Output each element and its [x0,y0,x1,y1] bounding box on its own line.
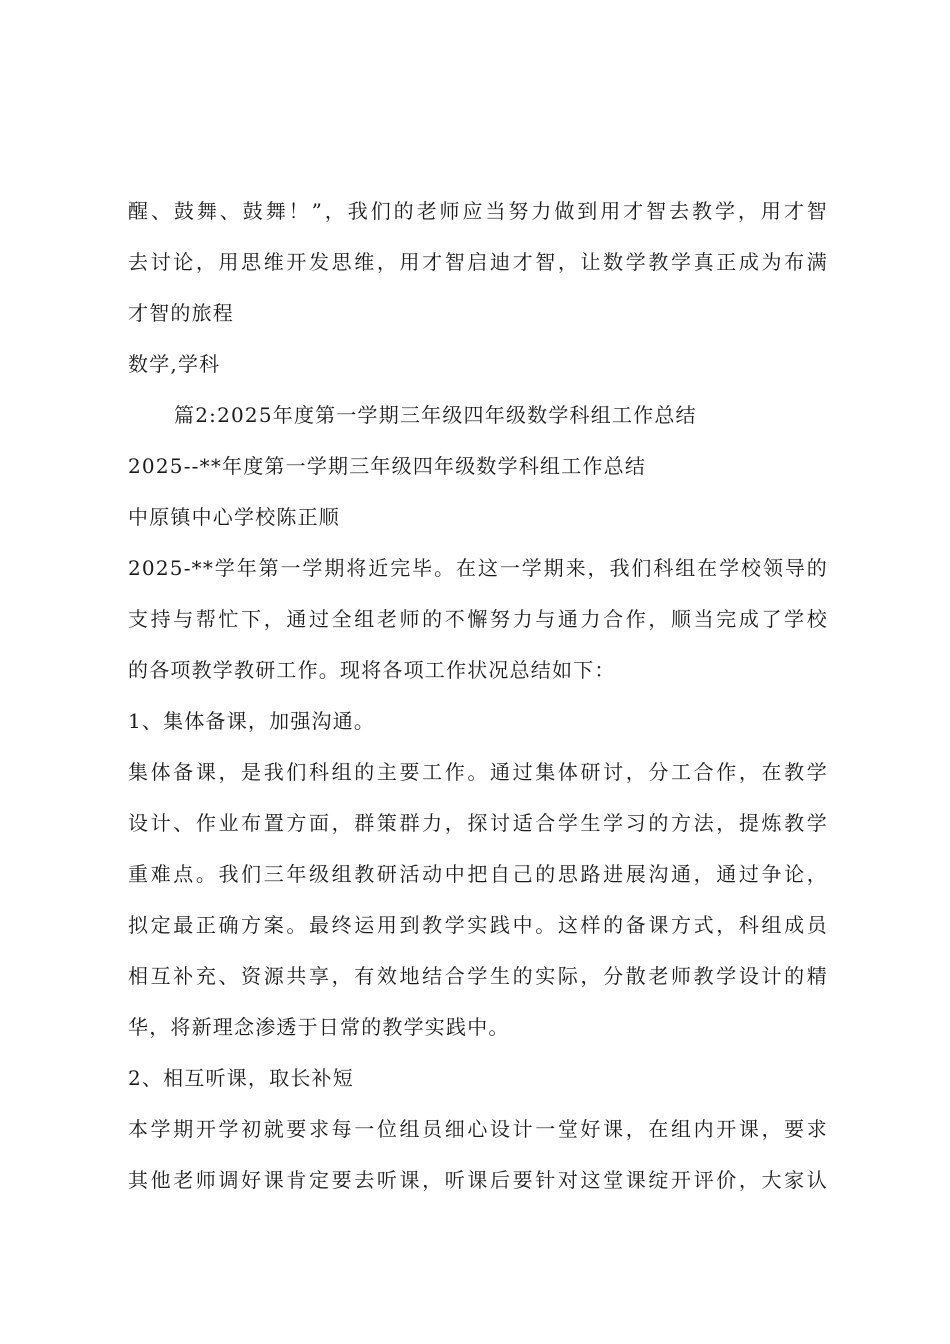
section-heading: 篇2:2025年度第一学期三年级四年级数学科组工作总结 [174,403,697,427]
document-body [128,186,828,1206]
document-title: 2025--**年度第一学期三年级四年级数学科组工作总结 [128,454,647,478]
keywords-line: 数学,学科 [128,352,221,376]
body-line-2: 去讨论，用思维开发思维，用才智启迪才智，让数学教学真正成为布满 [128,250,828,274]
subheading-1: 1、集体备课，加强沟通。 [128,709,376,733]
body-line-3: 才智的旅程 [128,301,234,325]
author-line: 中原镇中心学校陈正顺 [128,505,340,529]
body-line-13: 设计、作业布置方面，群策群力，探讨适合学生学习的方法，提炼教学 [128,811,828,835]
body-line-10: 的各项教学教研工作。现将各项工作状况总结如下： [128,658,616,682]
body-line-15: 拟定最正确方案。最终运用到教学实践中。这样的备课方式，科组成员 [128,913,828,937]
subheading-2: 2、相互听课，取长补短 [128,1066,354,1090]
body-line-14: 重难点。我们三年级组教研活动中把自己的思路进展沟通，通过争论， [128,862,828,886]
body-line-1: 醒、鼓舞、鼓舞！”，我们的老师应当努力做到用才智去教学，用才智 [128,199,828,223]
body-line-12: 集体备课，是我们科组的主要工作。通过集体研讨，分工合作，在教学 [128,760,828,784]
body-line-20: 其他老师调好课肯定要去听课，听课后要针对这堂课绽开评价，大家认 [128,1168,828,1192]
body-line-16: 相互补充、资源共享，有效地结合学生的实际，分散老师教学设计的精 [128,964,828,988]
body-line-17: 华，将新理念渗透于日常的教学实践中。 [128,1015,510,1039]
body-line-9: 支持与帮忙下，通过全组老师的不懈努力与通力合作，顺当完成了学校 [128,607,828,631]
body-line-19: 本学期开学初就要求每一位组员细心设计一堂好课，在组内开课，要求 [128,1117,828,1141]
body-line-8: 2025-**学年第一学期将近完毕。在这一学期来，我们科组在学校领导的 [128,556,828,580]
